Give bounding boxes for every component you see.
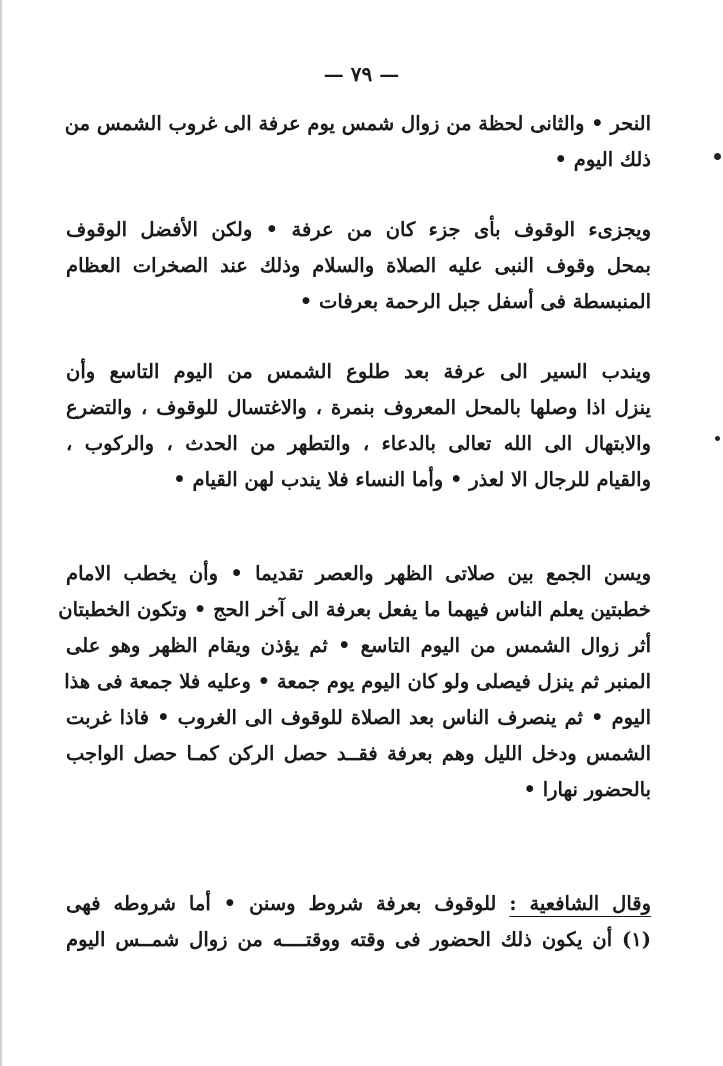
paragraph-4 xyxy=(58,556,651,808)
text-line: ويجزىء الوقوف بأى جزء كان من عرفة • ولكن الأفضل الوقوف xyxy=(66,218,651,241)
text-line: أثر زوال الشمس من اليوم التاسع • ثم يؤذن ويقام الظهر وهو على xyxy=(66,634,651,657)
text-line: بالحضور نهارا • xyxy=(523,778,651,801)
paragraph-5 xyxy=(66,886,651,958)
text-line: ويندب السير الى عرفة بعد طلوع الشمس من اليوم التاسع وأن xyxy=(66,360,651,383)
margin-speck xyxy=(715,436,720,441)
margin-speck xyxy=(714,153,721,160)
paragraph-1 xyxy=(66,106,651,178)
text-line: الشمس ودخل الليل وهم بعرفة فقــد حصل الركن كمـا حصل الواجب xyxy=(66,742,651,765)
text-line-continuation: للوقوف بعرفة شروط وسنن • أما شروطه فهى xyxy=(66,892,497,915)
text-line: ذلك اليوم • xyxy=(554,148,651,171)
paragraph-2 xyxy=(66,212,651,320)
text-line: اليوم • ثم ينصرف الناس بعد الصلاة للوقوف الى الغروب • فاذا غربت xyxy=(66,706,651,729)
page-number: — ٧٩ — xyxy=(323,62,400,86)
text-line: النحر • والثانى لحظة من زوال شمس يوم عرفة الى غروب الشمس من xyxy=(64,112,651,135)
section-lead-label: وقال الشافعية : xyxy=(509,892,651,915)
text-line: (١) أن يكون ذلك الحضور فى وقته ووقتــــه من زوال شمــس اليوم xyxy=(66,928,651,951)
text-line: المنبر ثم ينزل فيصلى ولو كان اليوم يوم جمعة • وعليه فلا جمعة فى هذا xyxy=(64,670,651,693)
scan-edge-shadow xyxy=(0,0,3,1066)
text-line: ينزل اذا وصلها بالمحل المعروف بنمرة ، والاغتسال للوقوف ، والتضرع xyxy=(66,396,651,419)
text-line: والابتهال الى الله تعالى بالدعاء ، والتطهر من الحدث ، والركوب ، xyxy=(66,432,651,455)
text-line: المنبسطة فى أسفل جبل الرحمة بعرفات • xyxy=(299,290,651,313)
text-line xyxy=(66,886,651,922)
text-line: خطبتين يعلم الناس فيهما ما يفعل بعرفة الى آخر الحج • وتكون الخطبتان xyxy=(58,598,651,621)
paragraph-3 xyxy=(66,354,651,498)
text-line: ويسن الجمع بين صلاتى الظهر والعصر تقديما • وأن يخطب الامام xyxy=(66,562,651,585)
text-line: بمحل وقوف النبى عليه الصلاة والسلام وذلك عند الصخرات العظام xyxy=(66,254,651,277)
text-line: والقيام للرجال الا لعذر • وأما النساء فلا يندب لهن القيام • xyxy=(173,468,651,491)
